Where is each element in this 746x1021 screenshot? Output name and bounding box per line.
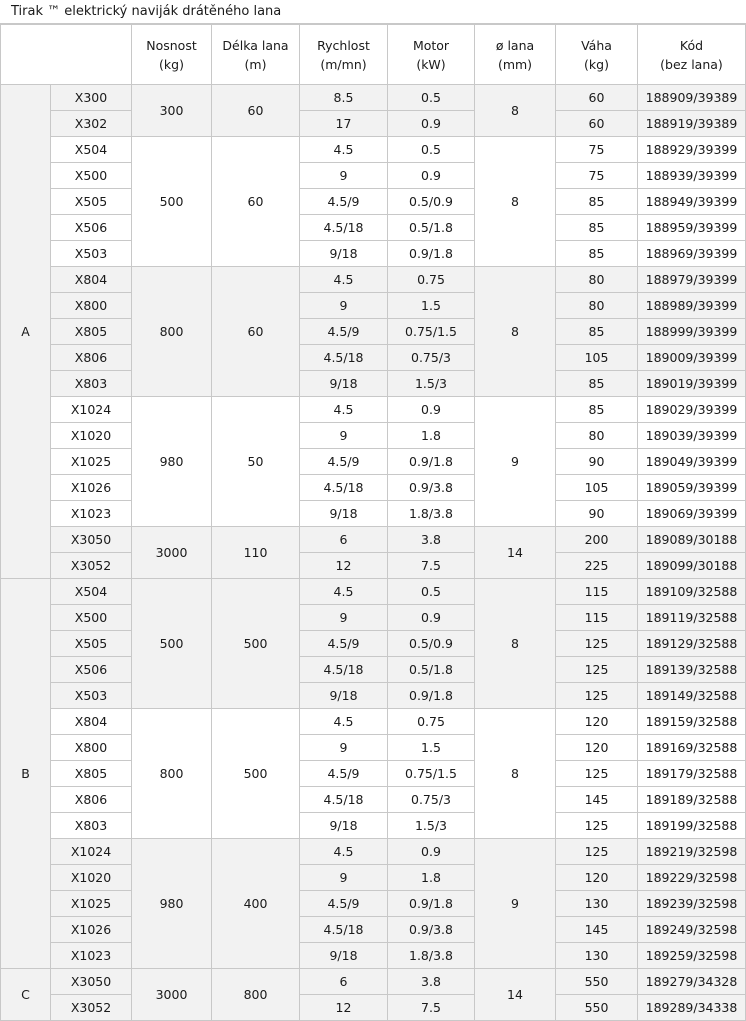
- speed-cell: 9/18: [300, 683, 388, 709]
- code-cell: 189279/34328: [638, 969, 746, 995]
- code-cell: 188999/39399: [638, 319, 746, 345]
- header-motor: [388, 25, 475, 85]
- code-cell: 188929/39399: [638, 137, 746, 163]
- model-cell: X1026: [51, 917, 132, 943]
- header-unit: (m): [244, 56, 267, 72]
- capacity-cell: 3000: [132, 969, 212, 1021]
- code-cell: 189199/32588: [638, 813, 746, 839]
- diameter-cell: 8: [475, 137, 556, 267]
- diameter-cell: 9: [475, 839, 556, 969]
- speed-cell: 9/18: [300, 943, 388, 969]
- table-row: [1, 761, 746, 787]
- header-unit: (kW): [416, 56, 446, 72]
- table-row: [1, 553, 746, 579]
- speed-cell: 8.5: [300, 85, 388, 111]
- speed-cell: 12: [300, 553, 388, 579]
- model-cell: X503: [51, 683, 132, 709]
- motor-cell: 1.5: [388, 293, 475, 319]
- length-cell: 50: [212, 397, 300, 527]
- diameter-cell: 9: [475, 397, 556, 527]
- table-row: [1, 657, 746, 683]
- header-unit: (mm): [497, 56, 533, 72]
- header-line: Váha: [581, 37, 612, 53]
- weight-cell: 145: [556, 917, 638, 943]
- capacity-cell: 980: [132, 839, 212, 969]
- table-row: [1, 267, 746, 293]
- table-row: [1, 293, 746, 319]
- table-row: [1, 397, 746, 423]
- table-row: [1, 527, 746, 553]
- speed-cell: 4.5/9: [300, 761, 388, 787]
- speed-cell: 4.5/18: [300, 917, 388, 943]
- header-diameter: [475, 25, 556, 85]
- model-cell: X1023: [51, 501, 132, 527]
- model-cell: X505: [51, 631, 132, 657]
- code-cell: 189029/39399: [638, 397, 746, 423]
- page-title: Tirak ™ elektrický naviják drátěného lana: [0, 0, 746, 24]
- table-row: [1, 423, 746, 449]
- table-row: [1, 85, 746, 111]
- speed-cell: 9/18: [300, 501, 388, 527]
- code-cell: 189289/34338: [638, 995, 746, 1021]
- code-cell: 188919/39389: [638, 111, 746, 137]
- weight-cell: 115: [556, 605, 638, 631]
- motor-cell: 0.9: [388, 163, 475, 189]
- weight-cell: 75: [556, 163, 638, 189]
- capacity-cell: 980: [132, 397, 212, 527]
- weight-cell: 105: [556, 345, 638, 371]
- speed-cell: 4.5: [300, 579, 388, 605]
- winch-table: [0, 24, 746, 1021]
- header-line: Rychlost: [317, 37, 370, 53]
- weight-cell: 125: [556, 631, 638, 657]
- speed-cell: 9/18: [300, 813, 388, 839]
- model-cell: X1024: [51, 397, 132, 423]
- table-row: [1, 137, 746, 163]
- speed-cell: 9: [300, 605, 388, 631]
- table-row: [1, 189, 746, 215]
- motor-cell: 0.5: [388, 579, 475, 605]
- diameter-cell: 8: [475, 709, 556, 839]
- model-cell: X1020: [51, 423, 132, 449]
- motor-cell: 0.5/0.9: [388, 189, 475, 215]
- model-cell: X806: [51, 787, 132, 813]
- motor-cell: 0.9: [388, 397, 475, 423]
- motor-cell: 0.75: [388, 709, 475, 735]
- code-cell: 189009/39399: [638, 345, 746, 371]
- code-cell: 189139/32588: [638, 657, 746, 683]
- speed-cell: 4.5: [300, 709, 388, 735]
- motor-cell: 7.5: [388, 553, 475, 579]
- header-speed: [300, 25, 388, 85]
- table-row: [1, 475, 746, 501]
- code-cell: 189169/32588: [638, 735, 746, 761]
- table-row: [1, 891, 746, 917]
- table-row: [1, 605, 746, 631]
- header-unit: (kg): [159, 56, 184, 72]
- model-cell: X3050: [51, 969, 132, 995]
- weight-cell: 130: [556, 943, 638, 969]
- table-row: [1, 579, 746, 605]
- speed-cell: 4.5: [300, 397, 388, 423]
- code-cell: 188989/39399: [638, 293, 746, 319]
- speed-cell: 4.5/18: [300, 475, 388, 501]
- motor-cell: 0.9/3.8: [388, 917, 475, 943]
- length-cell: 110: [212, 527, 300, 579]
- code-cell: 189109/32588: [638, 579, 746, 605]
- model-cell: X3052: [51, 995, 132, 1021]
- speed-cell: 4.5/18: [300, 215, 388, 241]
- weight-cell: 120: [556, 709, 638, 735]
- model-cell: X302: [51, 111, 132, 137]
- weight-cell: 200: [556, 527, 638, 553]
- table-row: [1, 943, 746, 969]
- code-cell: 189189/32588: [638, 787, 746, 813]
- code-cell: 189249/32598: [638, 917, 746, 943]
- weight-cell: 550: [556, 969, 638, 995]
- speed-cell: 4.5: [300, 267, 388, 293]
- capacity-cell: 300: [132, 85, 212, 137]
- motor-cell: 0.9/1.8: [388, 449, 475, 475]
- header-unit: (bez lana): [660, 56, 723, 72]
- diameter-cell: 8: [475, 579, 556, 709]
- model-cell: X804: [51, 267, 132, 293]
- model-cell: X300: [51, 85, 132, 111]
- weight-cell: 80: [556, 293, 638, 319]
- model-cell: X500: [51, 163, 132, 189]
- model-cell: X800: [51, 735, 132, 761]
- speed-cell: 4.5/18: [300, 657, 388, 683]
- code-cell: 189259/32598: [638, 943, 746, 969]
- code-cell: 189219/32598: [638, 839, 746, 865]
- model-cell: X505: [51, 189, 132, 215]
- weight-cell: 550: [556, 995, 638, 1021]
- model-cell: X1023: [51, 943, 132, 969]
- motor-cell: 1.8/3.8: [388, 943, 475, 969]
- model-cell: X503: [51, 241, 132, 267]
- code-cell: 188909/39389: [638, 85, 746, 111]
- weight-cell: 225: [556, 553, 638, 579]
- motor-cell: 0.5: [388, 85, 475, 111]
- section-label: B: [1, 579, 51, 969]
- weight-cell: 85: [556, 397, 638, 423]
- weight-cell: 90: [556, 449, 638, 475]
- code-cell: 189179/32588: [638, 761, 746, 787]
- header-line: Nosnost: [146, 37, 197, 53]
- speed-cell: 4.5/18: [300, 787, 388, 813]
- motor-cell: 0.9: [388, 839, 475, 865]
- code-cell: 189159/32588: [638, 709, 746, 735]
- model-cell: X504: [51, 137, 132, 163]
- motor-cell: 1.5: [388, 735, 475, 761]
- header-row: [1, 25, 746, 85]
- model-cell: X3052: [51, 553, 132, 579]
- weight-cell: 80: [556, 423, 638, 449]
- header-line: Délka lana: [222, 37, 289, 53]
- motor-cell: 3.8: [388, 969, 475, 995]
- table-row: [1, 111, 746, 137]
- speed-cell: 9: [300, 163, 388, 189]
- speed-cell: 4.5/9: [300, 631, 388, 657]
- diameter-cell: 14: [475, 527, 556, 579]
- model-cell: X504: [51, 579, 132, 605]
- code-cell: 189229/32598: [638, 865, 746, 891]
- speed-cell: 9/18: [300, 371, 388, 397]
- weight-cell: 125: [556, 683, 638, 709]
- table-row: [1, 319, 746, 345]
- length-cell: 800: [212, 969, 300, 1021]
- header-unit: (kg): [584, 56, 609, 72]
- header-line: Kód: [679, 37, 704, 53]
- length-cell: 500: [212, 579, 300, 709]
- model-cell: X804: [51, 709, 132, 735]
- table-row: [1, 709, 746, 735]
- speed-cell: 4.5: [300, 137, 388, 163]
- capacity-cell: 800: [132, 709, 212, 839]
- code-cell: 189069/39399: [638, 501, 746, 527]
- weight-cell: 60: [556, 111, 638, 137]
- speed-cell: 9/18: [300, 241, 388, 267]
- capacity-cell: 500: [132, 579, 212, 709]
- table-row: [1, 683, 746, 709]
- motor-cell: 0.9/1.8: [388, 891, 475, 917]
- length-cell: 500: [212, 709, 300, 839]
- model-cell: X506: [51, 657, 132, 683]
- weight-cell: 90: [556, 501, 638, 527]
- model-cell: X506: [51, 215, 132, 241]
- motor-cell: 0.9/1.8: [388, 683, 475, 709]
- weight-cell: 130: [556, 891, 638, 917]
- motor-cell: 0.9/1.8: [388, 241, 475, 267]
- motor-cell: 1.8: [388, 423, 475, 449]
- code-cell: 189099/30188: [638, 553, 746, 579]
- weight-cell: 125: [556, 657, 638, 683]
- speed-cell: 17: [300, 111, 388, 137]
- code-cell: 189039/39399: [638, 423, 746, 449]
- model-cell: X1024: [51, 839, 132, 865]
- code-cell: 189129/32588: [638, 631, 746, 657]
- model-cell: X803: [51, 813, 132, 839]
- speed-cell: 9: [300, 423, 388, 449]
- model-cell: X500: [51, 605, 132, 631]
- speed-cell: 4.5/9: [300, 891, 388, 917]
- model-cell: X1025: [51, 891, 132, 917]
- weight-cell: 125: [556, 839, 638, 865]
- diameter-cell: 8: [475, 267, 556, 397]
- model-cell: X805: [51, 761, 132, 787]
- motor-cell: 0.9/3.8: [388, 475, 475, 501]
- code-cell: 189089/30188: [638, 527, 746, 553]
- table-row: [1, 839, 746, 865]
- motor-cell: 0.75: [388, 267, 475, 293]
- table-row: [1, 215, 746, 241]
- speed-cell: 4.5/9: [300, 449, 388, 475]
- speed-cell: 4.5/9: [300, 189, 388, 215]
- header-unit: (m/mn): [320, 56, 367, 72]
- length-cell: 60: [212, 85, 300, 137]
- table-row: [1, 735, 746, 761]
- table-row: [1, 241, 746, 267]
- capacity-cell: 800: [132, 267, 212, 397]
- code-cell: 188939/39399: [638, 163, 746, 189]
- header-line: ø lana: [495, 37, 535, 53]
- weight-cell: 60: [556, 85, 638, 111]
- header-capacity: [132, 25, 212, 85]
- speed-cell: 6: [300, 527, 388, 553]
- motor-cell: 7.5: [388, 995, 475, 1021]
- table-row: [1, 163, 746, 189]
- motor-cell: 0.5/1.8: [388, 215, 475, 241]
- motor-cell: 1.8/3.8: [388, 501, 475, 527]
- table-row: [1, 787, 746, 813]
- capacity-cell: 3000: [132, 527, 212, 579]
- speed-cell: 9: [300, 293, 388, 319]
- motor-cell: 0.75/3: [388, 787, 475, 813]
- code-cell: 189019/39399: [638, 371, 746, 397]
- motor-cell: 0.5/0.9: [388, 631, 475, 657]
- weight-cell: 80: [556, 267, 638, 293]
- code-cell: 189119/32588: [638, 605, 746, 631]
- motor-cell: 1.5/3: [388, 371, 475, 397]
- motor-cell: 0.75/1.5: [388, 319, 475, 345]
- header-corner: [1, 25, 132, 85]
- weight-cell: 125: [556, 813, 638, 839]
- length-cell: 60: [212, 267, 300, 397]
- header-length: [212, 25, 300, 85]
- model-cell: X803: [51, 371, 132, 397]
- section-label: A: [1, 85, 51, 579]
- code-cell: 188949/39399: [638, 189, 746, 215]
- speed-cell: 9: [300, 735, 388, 761]
- weight-cell: 85: [556, 371, 638, 397]
- weight-cell: 85: [556, 189, 638, 215]
- diameter-cell: 14: [475, 969, 556, 1021]
- model-cell: X3050: [51, 527, 132, 553]
- model-cell: X1026: [51, 475, 132, 501]
- table-row: [1, 371, 746, 397]
- motor-cell: 0.9: [388, 605, 475, 631]
- model-cell: X1025: [51, 449, 132, 475]
- model-cell: X1020: [51, 865, 132, 891]
- table-row: [1, 501, 746, 527]
- weight-cell: 145: [556, 787, 638, 813]
- weight-cell: 120: [556, 865, 638, 891]
- weight-cell: 85: [556, 215, 638, 241]
- speed-cell: 9: [300, 865, 388, 891]
- table-row: [1, 345, 746, 371]
- code-cell: 188969/39399: [638, 241, 746, 267]
- code-cell: 189049/39399: [638, 449, 746, 475]
- weight-cell: 75: [556, 137, 638, 163]
- capacity-cell: 500: [132, 137, 212, 267]
- length-cell: 60: [212, 137, 300, 267]
- weight-cell: 85: [556, 319, 638, 345]
- model-cell: X805: [51, 319, 132, 345]
- table-row: [1, 449, 746, 475]
- model-cell: X806: [51, 345, 132, 371]
- motor-cell: 0.75/3: [388, 345, 475, 371]
- weight-cell: 120: [556, 735, 638, 761]
- motor-cell: 0.75/1.5: [388, 761, 475, 787]
- code-cell: 189149/32588: [638, 683, 746, 709]
- table-body: [1, 85, 746, 1021]
- speed-cell: 4.5: [300, 839, 388, 865]
- speed-cell: 6: [300, 969, 388, 995]
- speed-cell: 4.5/9: [300, 319, 388, 345]
- table-row: [1, 995, 746, 1021]
- length-cell: 400: [212, 839, 300, 969]
- code-cell: 189239/32598: [638, 891, 746, 917]
- code-cell: 188979/39399: [638, 267, 746, 293]
- table-row: [1, 917, 746, 943]
- header-line: Motor: [412, 37, 450, 53]
- weight-cell: 115: [556, 579, 638, 605]
- weight-cell: 105: [556, 475, 638, 501]
- diameter-cell: 8: [475, 85, 556, 137]
- table-row: [1, 631, 746, 657]
- header-code: [638, 25, 746, 85]
- motor-cell: 0.5/1.8: [388, 657, 475, 683]
- table-row: [1, 969, 746, 995]
- motor-cell: 3.8: [388, 527, 475, 553]
- motor-cell: 0.5: [388, 137, 475, 163]
- motor-cell: 1.8: [388, 865, 475, 891]
- weight-cell: 85: [556, 241, 638, 267]
- speed-cell: 12: [300, 995, 388, 1021]
- code-cell: 189059/39399: [638, 475, 746, 501]
- motor-cell: 0.9: [388, 111, 475, 137]
- speed-cell: 4.5/18: [300, 345, 388, 371]
- header-weight: [556, 25, 638, 85]
- section-label: C: [1, 969, 51, 1021]
- code-cell: 188959/39399: [638, 215, 746, 241]
- weight-cell: 125: [556, 761, 638, 787]
- table-row: [1, 865, 746, 891]
- motor-cell: 1.5/3: [388, 813, 475, 839]
- table-row: [1, 813, 746, 839]
- model-cell: X800: [51, 293, 132, 319]
